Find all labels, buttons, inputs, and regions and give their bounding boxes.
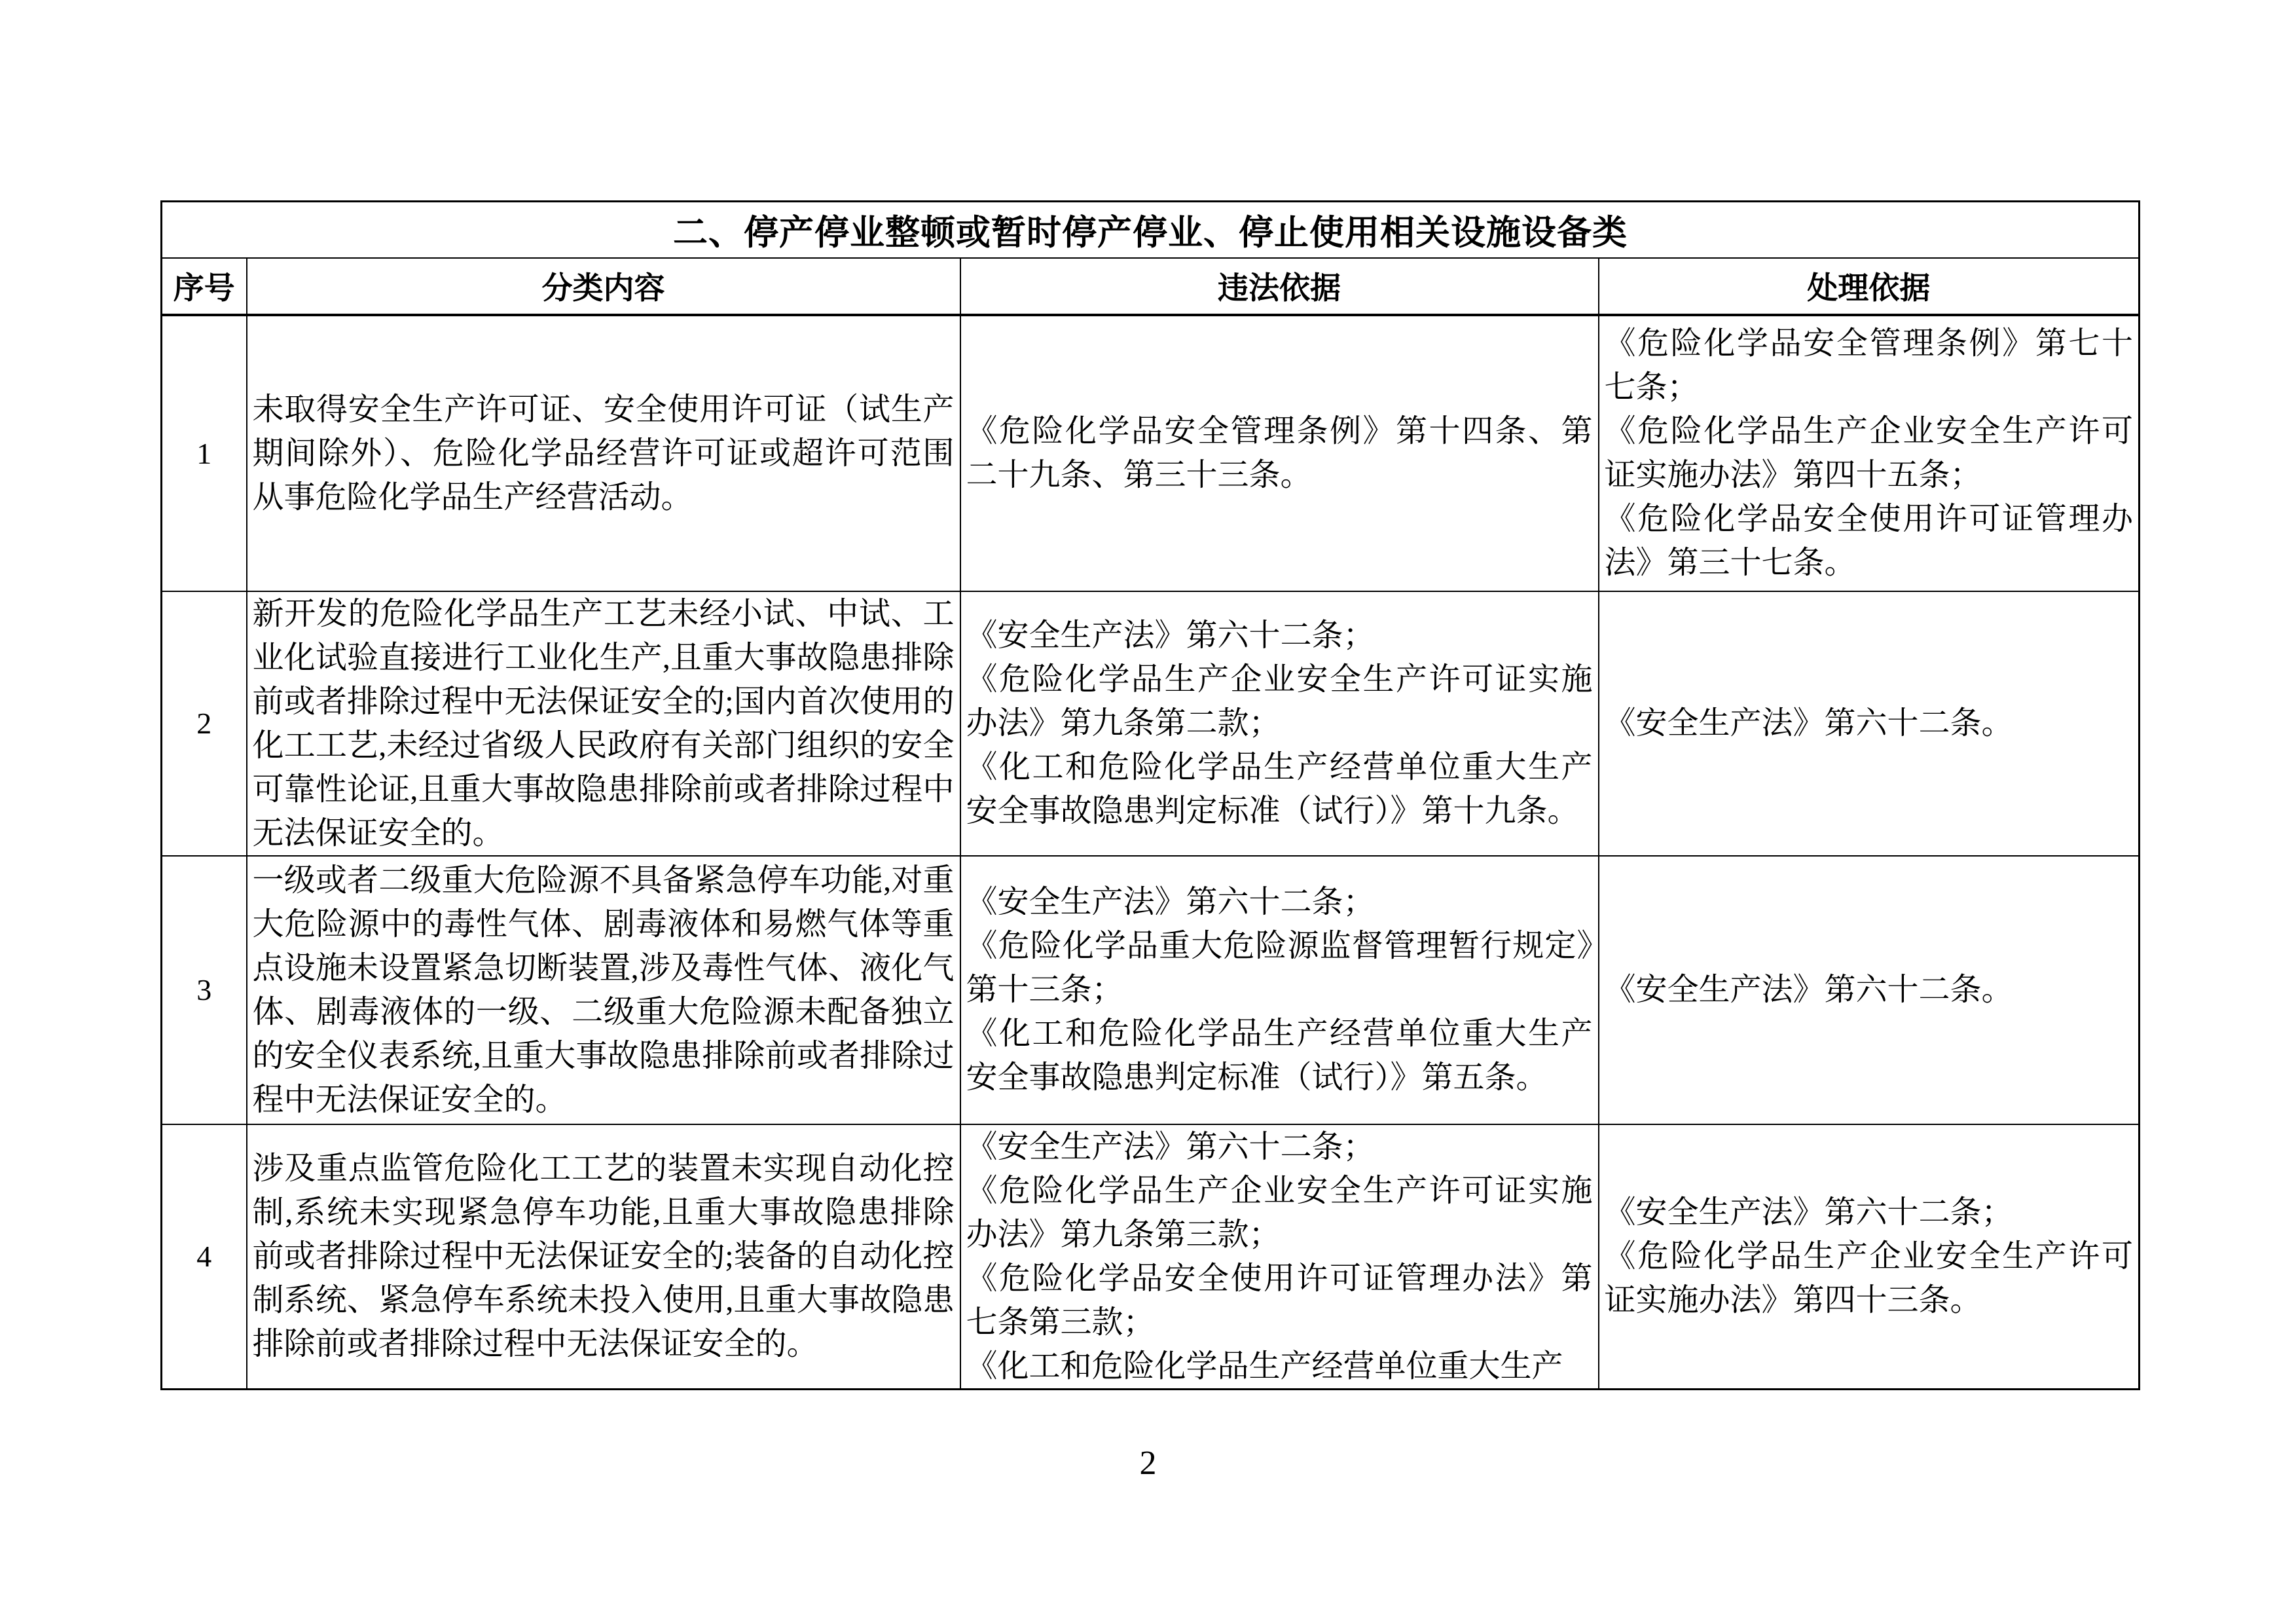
table-row [162,1124,2140,1390]
violation-basis [960,856,1599,1124]
legal-reference: 《化工和危险化学品生产经营单位重大生产安全事故隐患判定标准（试行）》第十九条。 [966,750,1593,828]
regulation-table [160,200,2140,1390]
row-number: 2 [162,591,247,856]
violation-basis [960,1124,1599,1390]
col-header-violation: 违法依据 [960,258,1599,315]
legal-reference: 《危险化学品重大危险源监督管理暂行规定》第十三条； [966,929,1593,1007]
table-row [162,591,2140,856]
category-content: 一级或者二级重大危险源不具备紧急停车功能,对重大危险源中的毒性气体、剧毒液体和易燃气体等重点设施未设置紧急切断装置,涉及毒性气体、液化气体、剧毒液体的一级、二级重大危险源未配备独立的安全仪表系统,且重大事故隐患排除前或者排除过程中无法保证安全的。 [247,856,960,1124]
handling-basis [1599,591,2140,856]
category-content: 新开发的危险化学品生产工艺未经小试、中试、工业化试验直接进行工业化生产,且重大事故隐患排除前或者排除过程中无法保证安全的;国内首次使用的化工工艺,未经过省级人民政府有关部门组织的安全可靠性论证,且重大事故隐患排除前或者排除过程中无法保证安全的。 [247,591,960,856]
col-header-content: 分类内容 [247,258,960,315]
table-row [162,315,2140,591]
legal-reference: 《安全生产法》第六十二条； [966,618,1375,653]
handling-basis [1599,315,2140,591]
category-content: 未取得安全生产许可证、安全使用许可证（试生产期间除外）、危险化学品经营许可证或超许可范围从事危险化学品生产经营活动。 [247,315,960,591]
legal-reference: 《危险化学品生产企业安全生产许可证实施办法》第四十五条； [1604,414,2133,492]
handling-basis [1599,856,2140,1124]
legal-reference: 《危险化学品安全管理条例》第十四条、第二十九条、第三十三条。 [966,414,1593,492]
row-number: 1 [162,315,247,591]
legal-reference: 《安全生产法》第六十二条； [1604,1195,2013,1230]
row-number: 4 [162,1124,247,1390]
table-row [162,856,2140,1124]
legal-reference: 《危险化学品生产企业安全生产许可证实施办法》第九条第二款； [966,662,1593,741]
legal-reference: 《危险化学品安全管理条例》第七十七条； [1604,326,2133,405]
legal-reference: 《化工和危险化学品生产经营单位重大生产 [966,1348,1563,1384]
legal-reference: 《危险化学品生产企业安全生产许可证实施办法》第九条第三款； [966,1173,1593,1252]
legal-reference: 《安全生产法》第六十二条； [966,885,1375,919]
col-header-handling: 处理依据 [1599,258,2140,315]
legal-reference: 《危险化学品安全使用许可证管理办法》第三十七条。 [1604,502,2133,580]
legal-reference: 《安全生产法》第六十二条。 [1604,706,2013,741]
legal-reference: 《安全生产法》第六十二条； [966,1129,1375,1164]
table-title: 二、停产停业整顿或暂时停产停业、停止使用相关设施设备类 [162,202,2140,258]
table-title-row [162,202,2140,258]
table-header-row [162,258,2140,315]
row-number: 3 [162,856,247,1124]
category-content: 涉及重点监管危险化工工艺的装置未实现自动化控制,系统未实现紧急停车功能,且重大事故隐患排除前或者排除过程中无法保证安全的;装备的自动化控制系统、紧急停车系统未投入使用,且重大事故隐患排除前或者排除过程中无法保证安全的。 [247,1124,960,1390]
col-header-no: 序号 [162,258,247,315]
legal-reference: 《化工和危险化学品生产经营单位重大生产安全事故隐患判定标准（试行）》第五条。 [966,1016,1593,1095]
handling-basis [1599,1124,2140,1390]
page-number: 2 [1139,1445,1157,1482]
violation-basis [960,315,1599,591]
legal-reference: 《危险化学品生产企业安全生产许可证实施办法》第四十三条。 [1604,1239,2133,1318]
legal-reference: 《危险化学品安全使用许可证管理办法》第七条第三款； [966,1261,1593,1340]
violation-basis [960,591,1599,856]
legal-reference: 《安全生产法》第六十二条。 [1604,972,2013,1007]
